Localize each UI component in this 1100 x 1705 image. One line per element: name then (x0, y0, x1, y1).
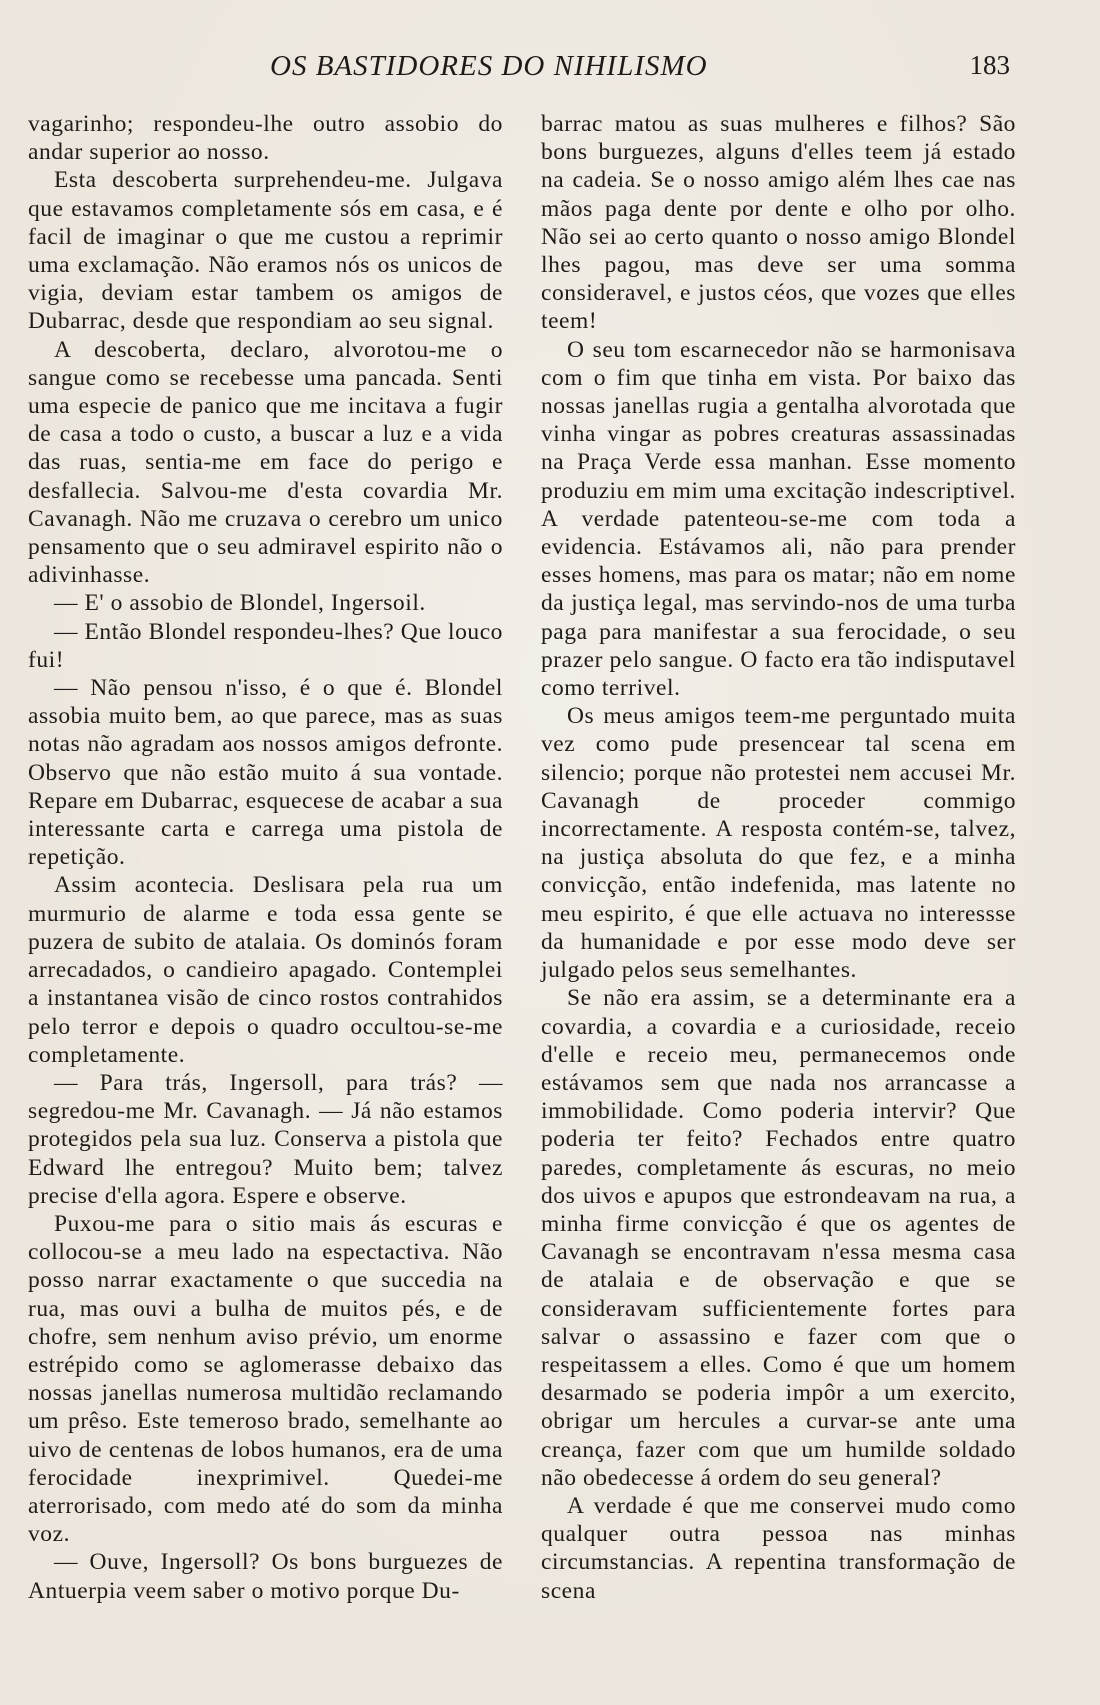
dialogue-line: — Não pensou n'isso, é o que é. Blondel assobia muito bem, ao que parece, mas as suas notas não agradam aos nossos amigos defronte. Observo que não estão muito á sua vontade. Repare em Dubarrac, esquecese de acabar a sua interessante carta e carrega uma pistola de repetição. (28, 675, 503, 871)
left-column (28, 110, 503, 1605)
paragraph: Puxou-me para o sitio mais ás escuras e collocou-se a meu lado na espectactiva. Não posso narrar exactamente o que succedia na rua, mas ouvi a bulha de muitos pés, e de chofre, sem nenhum aviso prévio, um enorme estrépido como se aglomerasse debaixo das nossas janellas numerosa multidão reclamando um prêso. Este temeroso brado, semelhante ao uivo de centenas de lobos humanos, era de uma ferocidade inexprimivel. Quedei-me aterrorisado, com medo até do som da minha voz. (28, 1210, 503, 1548)
paragraph: O seu tom escarnecedor não se harmonisava com o fim que tinha em vista. Por baixo das nossas janellas rugia a gentalha alvorotada que vinha vingar as pobres creaturas assassinadas na Praça Verde essa manhan. Esse momento produziu em mim uma excitação indescriptivel. A verdade patenteou-se-me com toda a evidencia. Estávamos ali, não para prender esses homens, mas para os matar; não em nome da justiça legal, mas servindo-nos de uma turba paga para manifestar a sua ferocidade, o seu prazer pelo sangue. O facto era tão indisputavel como terrivel. (541, 336, 1016, 702)
paragraph: Esta descoberta surprehendeu-me. Julgava que estavamos completamente sós em casa, e é facil de imaginar o que me custou a reprimir uma exclamação. Não eramos nós os unicos de vigia, deviam estar tambem os amigos de Dubarrac, desde que respondiam ao seu signal. (28, 167, 503, 335)
paragraph: Assim acontecia. Deslisara pela rua um murmurio de alarme e toda essa gente se puzera de subito de atalaia. Os dominós foram arrecadados, o candieiro apagado. Contemplei a instantanea visão de cinco rostos contrahidos pelo terror e depois o quadro occultou-se-me completamente. (28, 872, 503, 1068)
dialogue-line: — Então Blondel respondeu-lhes? Que louco fui! (28, 618, 503, 673)
right-column (541, 110, 1016, 1605)
paragraph-continuation: vagarinho; respondeu-lhe outro assobio do andar superior ao nosso. (28, 111, 503, 166)
running-header (0, 50, 1100, 90)
paragraph: A descoberta, declaro, alvorotou-me o sangue como se recebesse uma pancada. Senti uma especie de panico que me incitava a fugir de casa a todo o custo, a buscar a luz e a vida das ruas, sentia-me em face do perigo e desfallecia. Salvou-me d'esta covardia Mr. Cavanagh. Não me cruzava o cerebro um unico pensamento que o seu admiravel espirito não o adivinhasse. (28, 336, 503, 589)
paragraph: Os meus amigos teem-me perguntado muita vez como pude presencear tal scena em silencio; porque não protestei nem accusei Mr. Cavanagh de proceder commigo incorrectamente. A resposta contém-se, talvez, na justiça absoluta do que fez, e a minha convicção, então indefenida, mas latente no meu espirito, é que elle actuava no interessse da humanidade e por esse modo deve ser julgado pelos seus semelhantes. (541, 703, 1016, 984)
dialogue-line: — E' o assobio de Blondel, Ingersoil. (54, 590, 426, 617)
paragraph: Se não era assim, se a determinante era a covardia, a covardia e a curiosidade, receio d'elle e receio meu, permanecemos onde estávamos sem que nada nos arrancasse a immobilidade. Como poderia intervir? Que poderia ter feito? Fechados entre quatro paredes, completamente ás escuras, no meio dos uivos e apupos que estrondeavam na rua, a minha firme convicção é que os agentes de Cavanagh se encontravam n'essa mesma casa de atalaia e de observação e que se consideravam sufficientemente fortes para salvar o assassino e fazer com que o respeitassem a elles. Como é que um homem desarmado se poderia impôr a um exercito, obrigar um hercules a curvar-se ante uma creança, fazer com que um humilde soldado não obedecesse á ordem do seu general? (541, 985, 1016, 1491)
paragraph: A verdade é que me conservei mudo como qualquer outra pessoa nas minhas circumstancias. A repentina transformação de scena (541, 1492, 1016, 1604)
paragraph-continuation: barrac matou as suas mulheres e filhos? São bons burguezes, alguns d'elles teem já estado na cadeia. Se o nosso amigo além lhes cae nas mãos paga dente por dente e olho por olho. Não sei ao certo quanto o nosso amigo Blondel lhes pagou, mas deve ser uma somma consideravel, e justos céos, que vozes que elles teem! (541, 111, 1016, 335)
running-title: OS BASTIDORES DO NIHILISMO (270, 50, 708, 82)
dialogue-line: — Ouve, Ingersoll? Os bons burguezes de Antuerpia veem saber o motivo porque Du- (28, 1549, 503, 1604)
page-number: 183 (969, 50, 1010, 80)
dialogue-line: — Para trás, Ingersoll, para trás? — segredou-me Mr. Cavanagh. — Já não estamos protegidos pela sua luz. Conserva a pistola que Edward lhe entregou? Muito bem; talvez precise d'ella agora. Espere e observe. (28, 1069, 503, 1209)
